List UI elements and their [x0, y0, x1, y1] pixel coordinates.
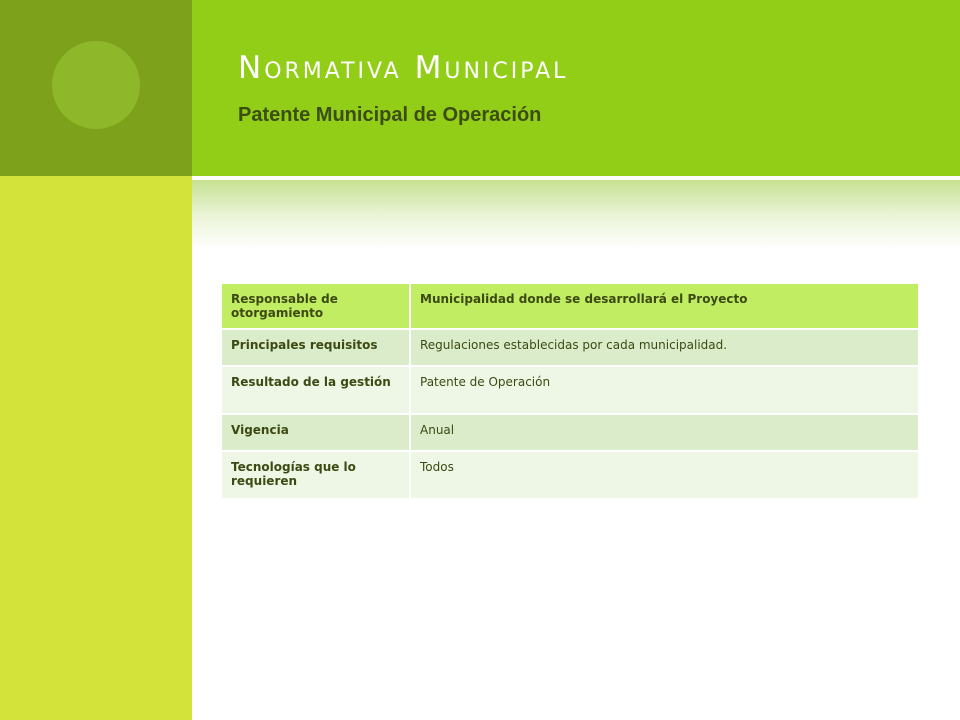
table-row — [222, 329, 918, 366]
row-label: Tecnologías que lo requieren — [222, 451, 410, 499]
row-label: Principales requisitos — [222, 329, 410, 366]
header-banner — [192, 0, 960, 176]
row-value: Regulaciones establecidas por cada municipalidad. — [410, 329, 918, 366]
sidebar-bottom-block — [0, 176, 192, 720]
info-table — [222, 284, 918, 500]
table-row — [222, 366, 918, 414]
slide-title: Normativa Municipal — [238, 50, 569, 86]
row-value: Patente de Operación — [410, 366, 918, 414]
row-value: Municipalidad donde se desarrollará el Proyecto — [410, 284, 918, 329]
header-fade — [192, 180, 960, 250]
table-row — [222, 284, 918, 329]
table-row — [222, 451, 918, 499]
row-value: Anual — [410, 414, 918, 451]
decorative-circle — [52, 41, 140, 129]
row-label: Responsable de otorgamiento — [222, 284, 410, 329]
row-label: Vigencia — [222, 414, 410, 451]
row-value: Todos — [410, 451, 918, 499]
slide-subtitle: Patente Municipal de Operación — [238, 104, 542, 126]
row-label: Resultado de la gestión — [222, 366, 410, 414]
table-row — [222, 414, 918, 451]
